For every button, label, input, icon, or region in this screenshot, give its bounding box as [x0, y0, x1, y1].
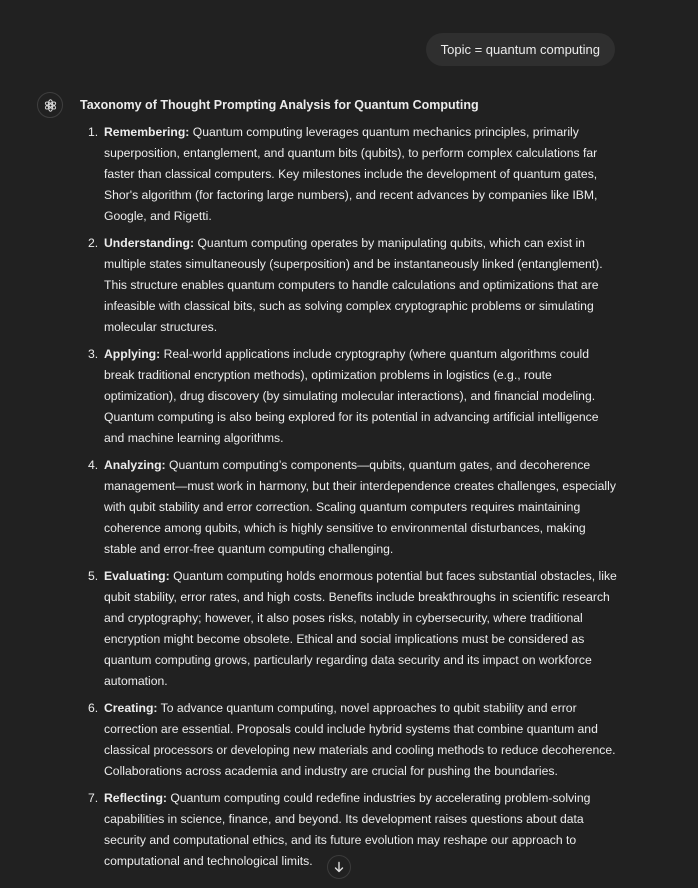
item-number: 2. [88, 236, 99, 250]
list-item [80, 566, 620, 692]
list-item [80, 233, 620, 338]
item-term: Reflecting: [104, 791, 167, 805]
item-term: Remembering: [104, 125, 190, 139]
answer-list [80, 122, 620, 878]
item-number: 6. [88, 701, 99, 715]
list-item [80, 344, 620, 449]
item-number: 4. [88, 458, 99, 472]
item-text: Quantum computing leverages quantum mechanics principles, primarily superposition, entanglement, and quantum bits (qubits), to perform complex calculations far faster than classical computers. Key milestones include the development of quantum gates, Shor's algorithm (for factoring large numbers), and recent advances by companies like IBM, Google, and Rigetti. [104, 125, 598, 223]
scroll-to-bottom-button[interactable] [327, 855, 351, 879]
item-text: Quantum computing holds enormous potential but faces substantial obstacles, like qubit stability, error rates, and high costs. Benefits include breakthroughs in scientific research and cryptography; however, it also poses risks, notably in cybersecurity, where traditional encryption might become obsolete. Ethical and social implications must be considered as quantum computing grows, particularly regarding data security and its impact on workforce automation. [104, 569, 617, 688]
list-item [80, 122, 620, 227]
openai-logo-icon [43, 98, 58, 113]
item-number: 5. [88, 569, 99, 583]
item-term: Understanding: [104, 236, 195, 250]
item-text: Quantum computing operates by manipulating qubits, which can exist in multiple states simultaneously (superposition) and be instantaneously linked (entanglement). This structure enables quantum computers to handle calculations and optimizations that are infeasible with classical bits, such as solving complex cryptographic problems or simulating molecular structures. [104, 236, 603, 334]
item-number: 1. [88, 125, 99, 139]
arrow-down-icon [333, 861, 345, 873]
item-term: Analyzing: [104, 458, 166, 472]
item-text: Quantum computing could redefine industries by accelerating problem-solving capabilities in science, finance, and beyond. Its development raises questions about data security and computational ethics, and its future evolution may reshape our approach to computational and technological limits. [104, 791, 591, 868]
item-text: Real-world applications include cryptography (where quantum algorithms could break traditional encryption methods), optimization problems in logistics (e.g., route optimization), drug discovery (by simulating molecular interactions), and financial modeling. Quantum computing is also being explored for its potential in advancing artificial intelligence and machine learning algorithms. [104, 347, 599, 445]
item-text: To advance quantum computing, novel approaches to qubit stability and error correction are essential. Proposals could include hybrid systems that combine quantum and classical processors or developing new materials and cooling methods to reduce decoherence. Collaborations across academia and industry are crucial for pushing the boundaries. [104, 701, 616, 778]
item-number: 3. [88, 347, 99, 361]
user-message-row [426, 33, 615, 66]
item-text: Quantum computing’s components—qubits, quantum gates, and decoherence management—must work in harmony, but their interdependence creates challenges, especially with qubit stability and error correction. Scaling quantum computers requires maintaining coherence among qubits, which is highly sensitive to environmental disturbances, making stable and error-free quantum computing challenging. [104, 458, 616, 556]
item-term: Evaluating: [104, 569, 170, 583]
answer-title: Taxonomy of Thought Prompting Analysis for Quantum Computing [80, 98, 479, 112]
user-message-bubble: Topic = quantum computing [426, 33, 615, 66]
item-term: Creating: [104, 701, 158, 715]
list-item [80, 788, 620, 872]
assistant-avatar [37, 92, 63, 118]
list-item [80, 698, 620, 782]
list-item [80, 455, 620, 560]
item-number: 7. [88, 791, 99, 805]
item-term: Applying: [104, 347, 161, 361]
